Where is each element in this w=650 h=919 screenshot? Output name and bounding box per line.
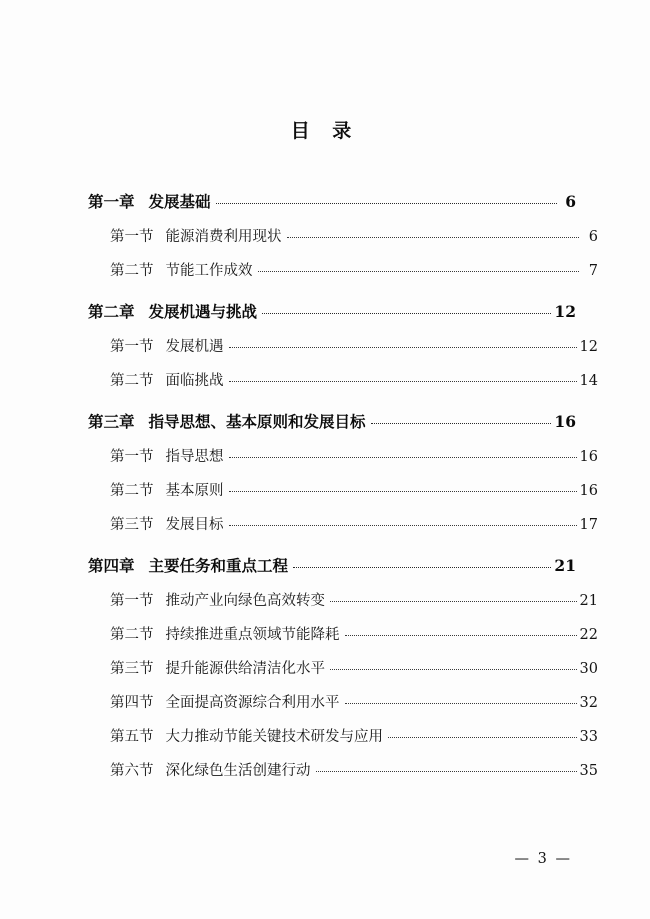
toc-entry-label: 推动产业向绿色高效转变 [165, 593, 325, 609]
toc-leader-dots [229, 347, 577, 348]
toc-entry-page-number: 17 [579, 517, 598, 533]
toc-entry-label: 基本原则 [165, 483, 224, 499]
toc-entry-page-number: 14 [579, 373, 598, 389]
toc-section-entry[interactable] [88, 479, 598, 500]
toc-chapter-entry[interactable] [88, 300, 576, 322]
toc-leader-dots [345, 703, 577, 704]
toc-entry-page-number: 16 [579, 449, 598, 465]
toc-section-entry[interactable] [88, 445, 598, 466]
toc-leader-dots [262, 313, 551, 314]
toc-leader-dots [229, 457, 577, 458]
toc-entry-number: 第二章 [88, 302, 135, 321]
toc-entry-page-number: 7 [588, 263, 598, 279]
toc-leader-dots [229, 491, 577, 492]
toc-entry-label: 持续推进重点领域节能降耗 [165, 627, 340, 643]
toc-entry-number: 第二节 [110, 373, 154, 389]
toc-entry-number: 第六节 [110, 763, 154, 779]
toc-entry-page-number: 35 [579, 763, 598, 779]
toc-leader-dots [388, 737, 577, 738]
toc-entry-page-number: 33 [579, 729, 598, 745]
toc-leader-dots [345, 635, 577, 636]
toc-entry-number: 第三章 [88, 412, 135, 431]
toc-entry-number: 第一节 [110, 229, 154, 245]
toc-entry-label: 主要任务和重点工程 [148, 556, 289, 575]
toc-section-entry[interactable] [88, 589, 598, 610]
toc-entry-number: 第一节 [110, 339, 154, 355]
toc-entry-label: 提升能源供给清洁化水平 [165, 661, 325, 677]
toc-entry-number: 第四节 [110, 695, 154, 711]
toc-section-entry[interactable] [88, 759, 598, 780]
toc-entry-number: 第二节 [110, 263, 154, 279]
toc-entry-label: 发展基础 [148, 192, 211, 211]
toc-entry-label: 全面提高资源综合利用水平 [165, 695, 340, 711]
toc-entry-page-number: 6 [588, 229, 598, 245]
toc-entry-page-number: 16 [579, 483, 598, 499]
toc-section-entry[interactable] [88, 725, 598, 746]
toc-leader-dots [330, 669, 577, 670]
table-of-contents [88, 190, 598, 780]
toc-entry-page-number: 22 [579, 627, 598, 643]
toc-entry-label: 指导思想、基本原则和发展目标 [148, 412, 366, 431]
toc-section-entry[interactable] [88, 369, 598, 390]
toc-section-entry[interactable] [88, 225, 598, 246]
toc-chapter-entry[interactable] [88, 554, 576, 576]
toc-leader-dots [258, 271, 580, 272]
toc-section-entry[interactable] [88, 691, 598, 712]
toc-leader-dots [229, 381, 577, 382]
toc-leader-dots [293, 567, 551, 568]
toc-entry-label: 能源消费利用现状 [165, 229, 282, 245]
toc-entry-number: 第二节 [110, 627, 154, 643]
page-number-footer: — 3 — [514, 851, 572, 867]
toc-entry-page-number: 21 [579, 593, 598, 609]
toc-leader-dots [316, 771, 577, 772]
toc-leader-dots [330, 601, 577, 602]
toc-entry-number: 第三节 [110, 517, 154, 533]
toc-entry-label: 面临挑战 [165, 373, 224, 389]
toc-section-entry[interactable] [88, 259, 598, 280]
toc-leader-dots [371, 423, 552, 424]
toc-entry-label: 节能工作成效 [165, 263, 253, 279]
toc-entry-label: 发展目标 [165, 517, 224, 533]
toc-leader-dots [229, 525, 577, 526]
toc-entry-page-number: 30 [579, 661, 598, 677]
toc-entry-page-number: 21 [554, 556, 576, 575]
toc-section-entry[interactable] [88, 657, 598, 678]
toc-chapter-entry[interactable] [88, 190, 576, 212]
toc-entry-label: 发展机遇与挑战 [148, 302, 258, 321]
toc-entry-label: 指导思想 [165, 449, 224, 465]
toc-entry-number: 第二节 [110, 483, 154, 499]
toc-section-entry[interactable] [88, 335, 598, 356]
toc-leader-dots [216, 203, 557, 204]
toc-chapter-entry[interactable] [88, 410, 576, 432]
toc-leader-dots [287, 237, 580, 238]
toc-entry-number: 第五节 [110, 729, 154, 745]
toc-entry-label: 深化绿色生活创建行动 [165, 763, 311, 779]
toc-entry-page-number: 12 [554, 302, 576, 321]
toc-entry-page-number: 12 [579, 339, 598, 355]
toc-entry-page-number: 32 [579, 695, 598, 711]
toc-entry-label: 发展机遇 [165, 339, 224, 355]
toc-entry-number: 第三节 [110, 661, 154, 677]
toc-entry-number: 第一章 [88, 192, 135, 211]
toc-section-entry[interactable] [88, 623, 598, 644]
toc-entry-number: 第一节 [110, 593, 154, 609]
toc-entry-page-number: 16 [554, 412, 576, 431]
toc-section-entry[interactable] [88, 513, 598, 534]
toc-entry-label: 大力推动节能关键技术研发与应用 [165, 729, 383, 745]
toc-entry-number: 第四章 [88, 556, 135, 575]
toc-entry-page-number: 6 [565, 192, 576, 211]
toc-entry-number: 第一节 [110, 449, 154, 465]
page-title: 目 录 [290, 120, 360, 142]
